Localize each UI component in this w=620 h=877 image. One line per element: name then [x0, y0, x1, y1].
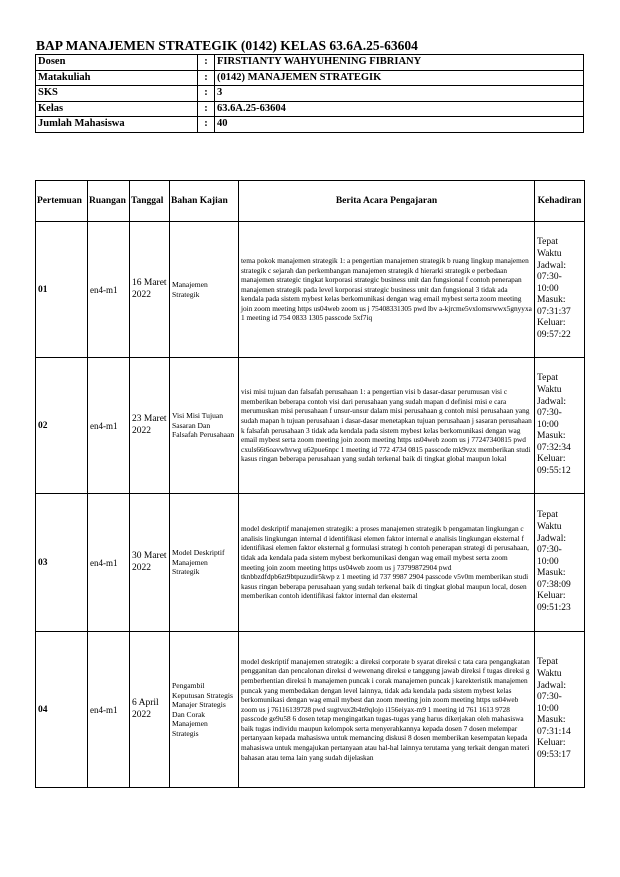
info-row-dosen: [36, 55, 584, 71]
info-separator: :: [198, 70, 215, 86]
info-value: 3: [215, 86, 584, 102]
cell-tanggal: 30 Maret 2022: [130, 494, 170, 632]
cell-kehadiran: Tepat Waktu Jadwal: 07:30-10:00 Masuk: 07:31:14 Keluar: 09:53:17: [535, 632, 585, 788]
cell-berita-acara: model deskriptif manajemen strategik: a direksi corporate b syarat direksi c tata cara pengangkatan pengganitan dan pencalonan direksi d wewenang direksi e tanggung jawab direksi f tugas direksi g pemberhentian direksi h manajemen puncak i corak manajemen puncak j karekteristik manajemen puncak yang membedakan dengan level lainnya, tidak ada kendala pada sistem mybest kelas berkomunikasi dengan wag email mybest dan zoom meeting join zoom meeting https us04web zoom us j 76116139728 pwd sugtvux2b4n9qlojo i156eiyax-m9 1 meeting id 761 1613 9728 passcode ge9u58 6 dosen tetap mengingatkan tugas-tugas yang harus dikerjakan oleh mahasiswa baik tugas individu maupun kelompok serta menyerahkannya kepada dosen 7 dosen melempar pertanyaan kepada mahasiswa untuk memancing diskusi 8 dosen memberikan kesempatan kepada mahasiswa untuk mengajukan pertanyaan atau hal-hal lainnya terutama yang terkait dengan materi bahasan atau tema lain yang sudah dijelaskan: [239, 632, 535, 788]
page-title: BAP MANAJEMEN STRATEGIK (0142) KELAS 63.6A.25-63604: [36, 38, 418, 53]
cell-berita-acara: model deskriptif manajemen strategik: a proses manajemen strategik b pengamatan lingkungan c analisis lingkungan internal d identifikasi elemen faktor internal e analisis lingkungan eksternal f identifikasi elemen faktor eksternal g formulasi strategi h contoh penerapan strategi di perusahaan, tidak ada kendala pada sistem mybest berkomunikasi dengan wag email mybest serta zoom meeting join zoom meeting https us04web zoom us j 73799872904 pwd tknbbzdfdpb6zt9btpuzudir5kwp z 1 meeting id 737 9987 2904 passcode v5v0m memberikan studi kasus ringan beberapa perusahaan yang sudah terkenal baik di tingkat global maupun local, dosen memberikan contoh identifikasi faktor internal dan eksternal: [239, 494, 535, 632]
info-value: 63.6A.25-63604: [215, 101, 584, 117]
info-separator: :: [198, 55, 215, 71]
info-row-matakuliah: [36, 70, 584, 86]
table-row: [36, 358, 585, 494]
cell-tanggal: 16 Maret 2022: [130, 222, 170, 358]
cell-pertemuan: 02: [36, 358, 88, 494]
table-header-row: [36, 181, 585, 222]
header-berita-acara: Berita Acara Pengajaran: [239, 181, 535, 222]
cell-ruangan: en4-m1: [88, 222, 130, 358]
cell-pertemuan: 03: [36, 494, 88, 632]
header-tanggal: Tanggal: [130, 181, 170, 222]
info-value: FIRSTIANTY WAHYUHENING FIBRIANY: [215, 55, 584, 71]
cell-ruangan: en4-m1: [88, 632, 130, 788]
info-row-kelas: [36, 101, 584, 117]
cell-kehadiran: Tepat Waktu Jadwal: 07:30-10:00 Masuk: 07:31:37 Keluar: 09:57:22: [535, 222, 585, 358]
info-label: Dosen: [36, 55, 198, 71]
cell-berita-acara: visi misi tujuan dan falsafah perusahaan 1: a pengertian visi b dasar-dasar perumusan visi c memberikan beberapa contoh visi dari perusahaan yang sudah mapan d definisi misi e cara merumuskan misi perusahaan f unsur-unsur dalam misi perusahaan g contoh misi perusahaan yang sudah mapan h tujuan perusahaan i dasar-dasar menetapkan tujuan perusahaan j sasaran perusahaan k falsafah perusahaan 3 tidak ada kendala pada sistem mybest kelas berkomunikasi dengan wag email mybest serta zoom meeting join zoom meeting https us04web zoom us j 77247340815 pwd cxuls66t6oavwhvwg u62pue6npc 1 meeting id 772 4734 0815 passcode mk9vzx memberikan studi kasus ringan beberapa perusahaan yang sudah terkenal baik di tingkat global maupun lokal: [239, 358, 535, 494]
info-label: SKS: [36, 86, 198, 102]
cell-pertemuan: 04: [36, 632, 88, 788]
cell-tanggal: 6 April 2022: [130, 632, 170, 788]
cell-berita-acara: tema pokok manajemen strategik 1: a pengertian manajemen strategik b ruang lingkup manajemen strategik c sejarah dan perkembangan manajemen strategik d hierarki strategik e perbedaan manajemen strategic tingkat korporasi strategic business unit dan fungsional f contoh penerapan manajemen strategik pada level korporasi strategic business unit dan fungsional 3 tidak ada kendala pada sistem mybest kelas berkomunikasi dengan wag email mybest serta zoom meeting join zoom meeting https us04web zoom us j 75408331305 pwd lbv a-kjrcme5vxlomsrwwx5gnyyxa 1 meeting id 754 0833 1305 passcode 5xf7iq: [239, 222, 535, 358]
cell-bahan-kajian: Pengambil Keputusan Strategis Manajer Strategis Dan Corak Manajemen Strategis: [170, 632, 239, 788]
info-value: (0142) MANAJEMEN STRATEGIK: [215, 70, 584, 86]
header-kehadiran: Kehadiran: [535, 181, 585, 222]
cell-ruangan: en4-m1: [88, 494, 130, 632]
info-label: Kelas: [36, 101, 198, 117]
info-row-sks: [36, 86, 584, 102]
info-separator: :: [198, 86, 215, 102]
info-label: Jumlah Mahasiswa: [36, 117, 198, 133]
cell-ruangan: en4-m1: [88, 358, 130, 494]
cell-pertemuan: 01: [36, 222, 88, 358]
info-separator: :: [198, 117, 215, 133]
course-info-table: [35, 54, 584, 133]
table-row: [36, 494, 585, 632]
cell-bahan-kajian: Visi Misi Tujuan Sasaran Dan Falsafah Perusahaan: [170, 358, 239, 494]
header-ruangan: Ruangan: [88, 181, 130, 222]
cell-kehadiran: Tepat Waktu Jadwal: 07:30-10:00 Masuk: 07:38:09 Keluar: 09:51:23: [535, 494, 585, 632]
header-bahan-kajian: Bahan Kajian: [170, 181, 239, 222]
info-label: Matakuliah: [36, 70, 198, 86]
info-separator: :: [198, 101, 215, 117]
info-value: 40: [215, 117, 584, 133]
cell-bahan-kajian: Manajemen Strategik: [170, 222, 239, 358]
bap-table: [35, 180, 585, 788]
table-row: [36, 632, 585, 788]
header-pertemuan: Pertemuan: [36, 181, 88, 222]
table-row: [36, 222, 585, 358]
cell-tanggal: 23 Maret 2022: [130, 358, 170, 494]
cell-kehadiran: Tepat Waktu Jadwal: 07:30-10:00 Masuk: 07:32:34 Keluar: 09:55:12: [535, 358, 585, 494]
cell-bahan-kajian: Model Deskriptif Manajemen Strategik: [170, 494, 239, 632]
info-row-jumlah-mahasiswa: [36, 117, 584, 133]
